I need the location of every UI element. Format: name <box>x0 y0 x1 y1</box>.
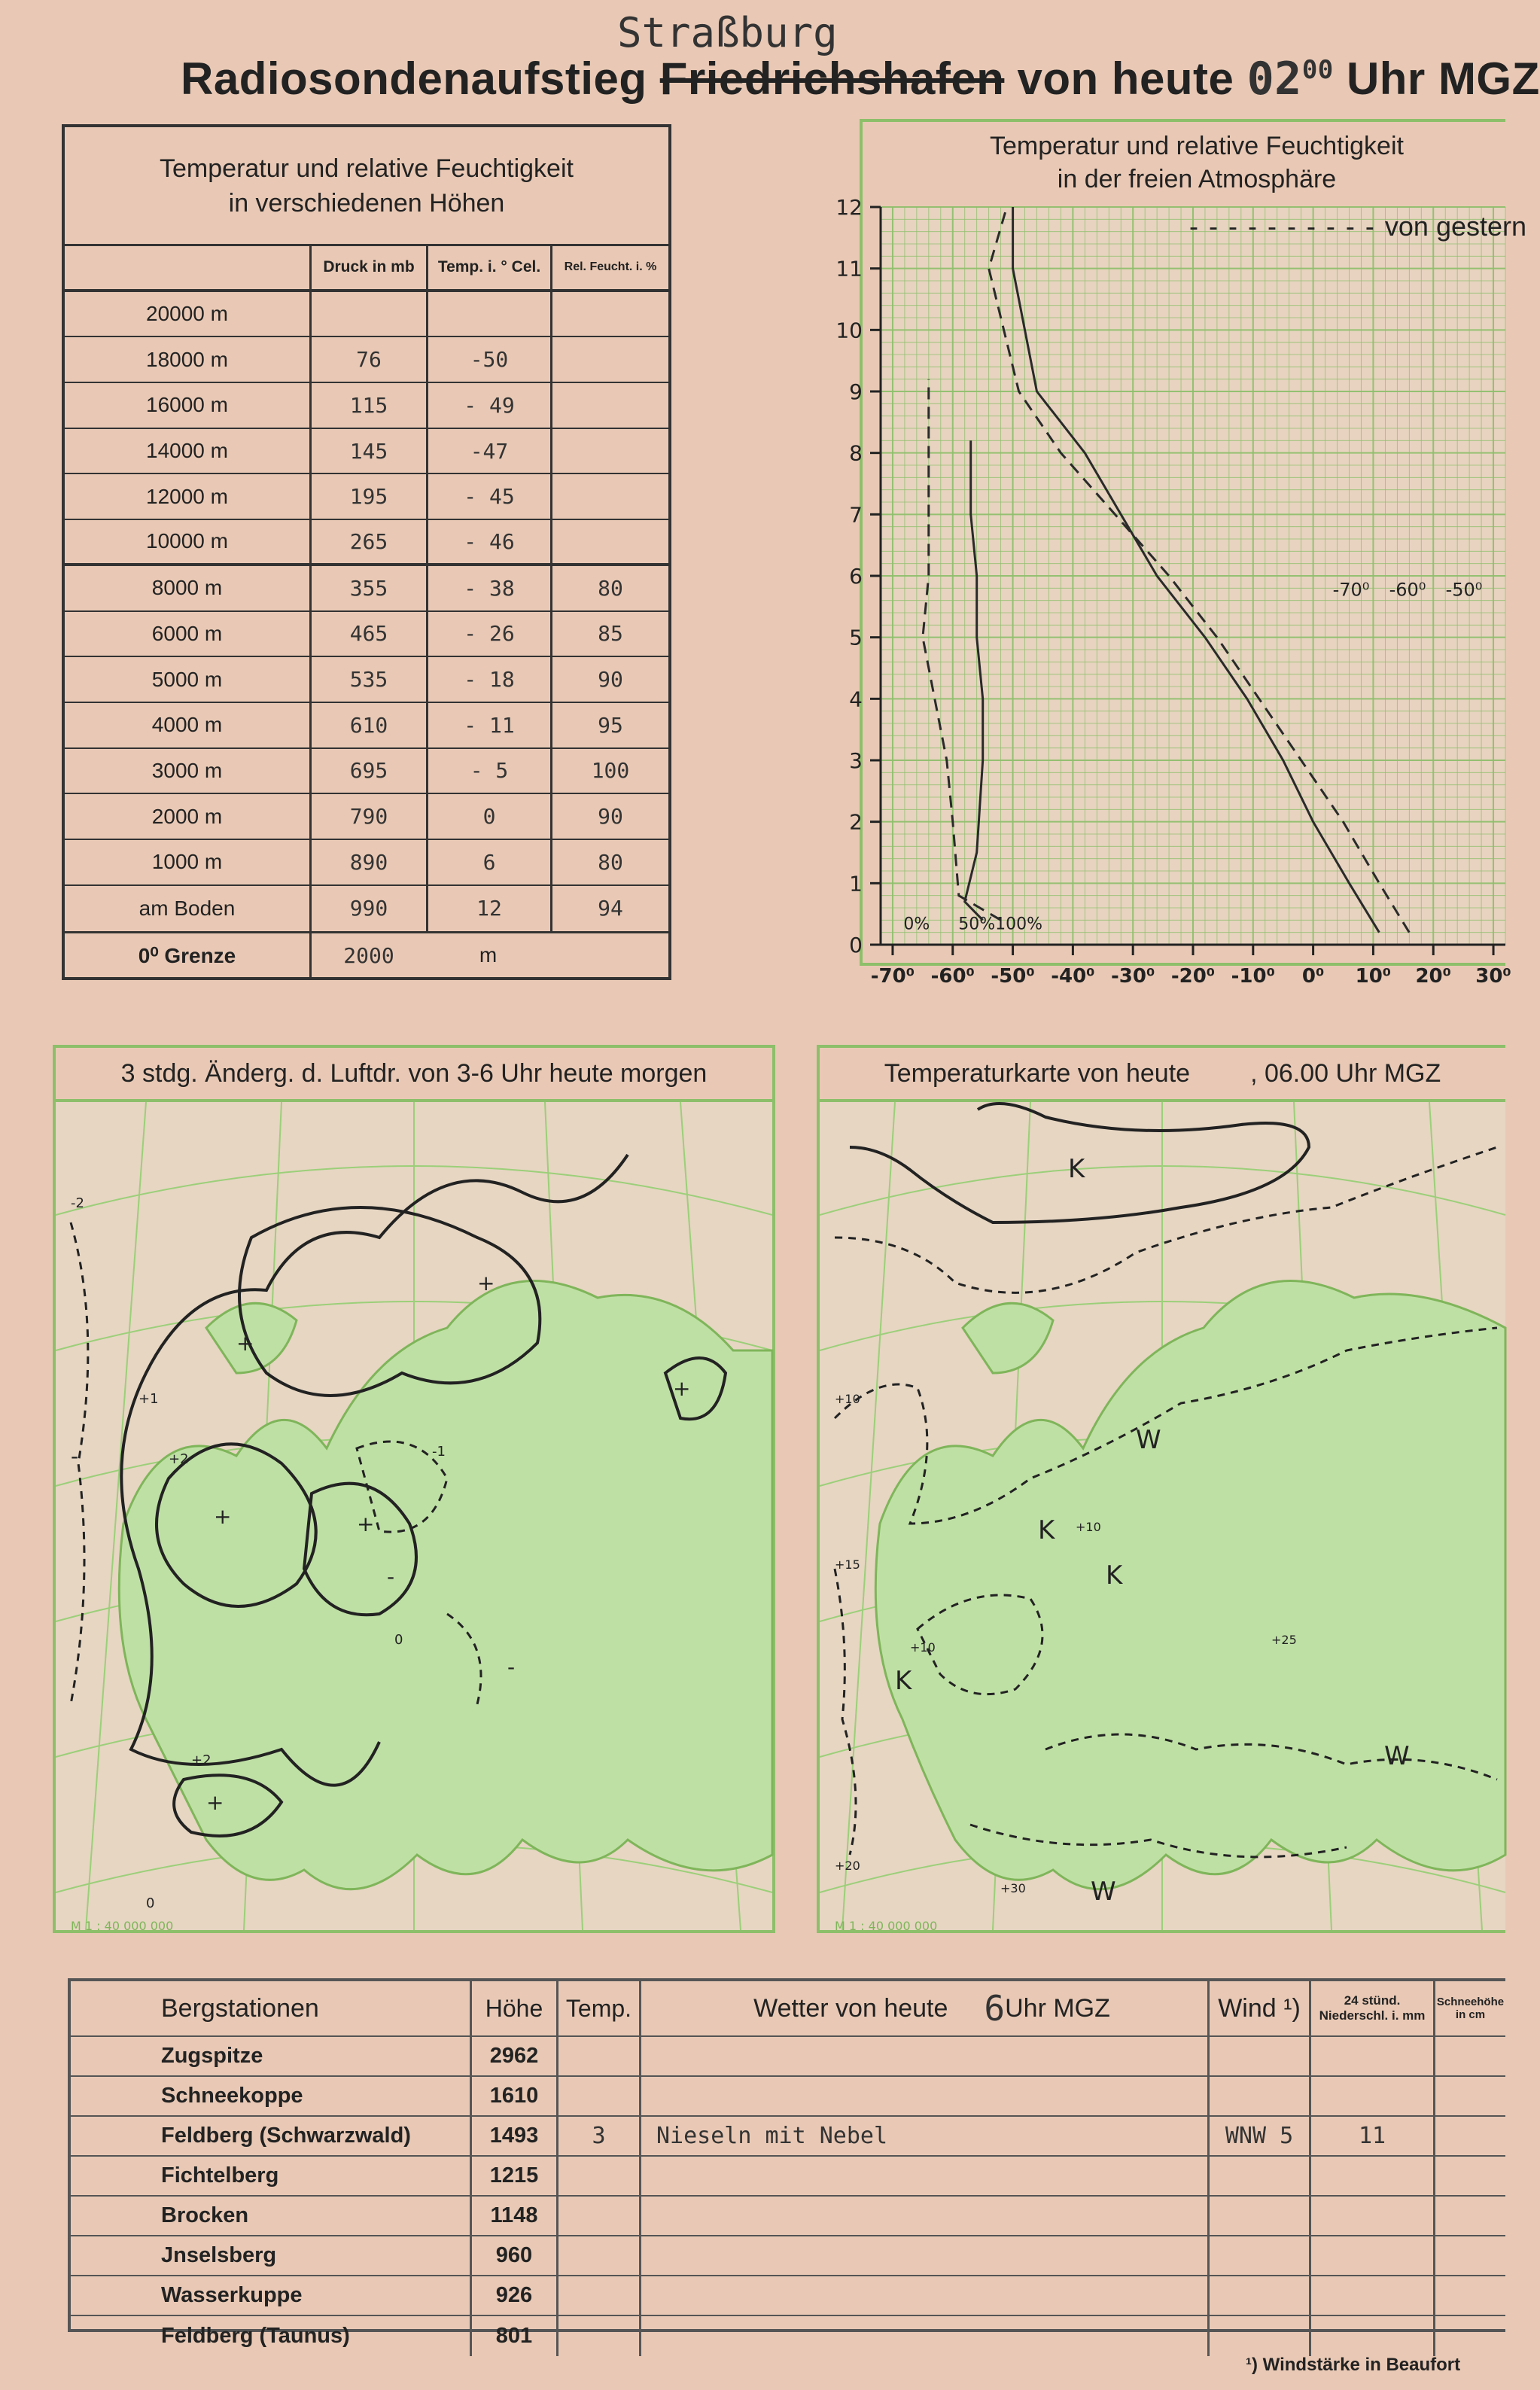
mountain-station-row <box>71 2316 1505 2356</box>
temp-cell <box>556 2316 639 2356</box>
precip-cell: 11 <box>1309 2117 1433 2155</box>
snow-cell <box>1433 2276 1505 2315</box>
station-name-cell: Fichtelberg <box>161 2163 279 2188</box>
map2-label: +15 <box>835 1557 860 1572</box>
temperature-map <box>817 1045 1505 1933</box>
level-cell: am Boden <box>138 896 236 920</box>
height-cell: 1148 <box>470 2197 556 2235</box>
level-cell: 16000 m <box>146 393 228 417</box>
weather-cell <box>639 2037 1207 2075</box>
chart-humidity-label: 0% <box>903 915 930 934</box>
snow-column-header: Schneehöhe in cm <box>1433 1981 1505 2035</box>
weather-cell: Nieseln mit Nebel <box>639 2117 1207 2155</box>
temp-cell <box>556 2276 639 2315</box>
chart-y-tick-label: 12 <box>835 195 863 220</box>
level-cell: 12000 m <box>146 484 228 508</box>
chart-x-tick-label: -60⁰ <box>930 965 975 988</box>
chart-title-line2: in der freien Atmosphäre <box>1057 165 1337 193</box>
station-name-cell: Jnselsberg <box>161 2243 277 2267</box>
map1-label: +2 <box>191 1752 212 1768</box>
precip-cell <box>1309 2236 1433 2275</box>
temp-cell: - 18 <box>426 657 550 702</box>
temp-cell: -47 <box>426 429 550 473</box>
pressure-cell: 115 <box>309 383 426 428</box>
temp-cell: 6 <box>426 840 550 884</box>
map2-label: +10 <box>835 1392 860 1406</box>
weather-header-hour: 6 <box>984 1988 1006 2029</box>
level-cell: 20000 m <box>146 302 228 326</box>
pressure-cell: 990 <box>309 886 426 932</box>
chart-x-tick-label: -50⁰ <box>991 965 1035 988</box>
mountain-station-row <box>71 2157 1505 2197</box>
temp-cell: 3 <box>556 2117 639 2155</box>
level-cell: 18000 m <box>146 347 228 371</box>
humidity-cell: 90 <box>550 657 668 702</box>
mountain-station-row <box>71 2077 1505 2117</box>
map2-label: W <box>1384 1741 1410 1771</box>
title-suffix-1: von heute <box>1017 53 1234 104</box>
precip-cell <box>1309 2197 1433 2235</box>
height-cell: 1493 <box>470 2117 556 2155</box>
humidity-cell: 100 <box>550 749 668 793</box>
temp-cell: - 49 <box>426 383 550 428</box>
pressure-cell: 790 <box>309 794 426 839</box>
chart-x-tick-label: -30⁰ <box>1111 965 1155 988</box>
map1-label: - <box>507 1655 516 1679</box>
mountain-table-header <box>71 1981 1505 2037</box>
map2-label: +10 <box>1076 1520 1101 1534</box>
station-name-cell: Brocken <box>161 2203 249 2227</box>
temp-cell <box>556 2037 639 2075</box>
chart-y-tick-label: 6 <box>849 564 863 589</box>
temp-cell: - 38 <box>426 566 550 610</box>
pressure-cell: 145 <box>309 429 426 473</box>
map1-label: +1 <box>138 1391 159 1407</box>
precip-cell <box>1309 2037 1433 2075</box>
atmosphere-chart <box>0 0 1511 1009</box>
title-time-minutes: 00 <box>1301 55 1334 85</box>
station-handwritten: Straßburg <box>617 9 838 56</box>
mountain-station-row <box>71 2276 1505 2316</box>
map1-label: + <box>206 1790 224 1815</box>
height-cell: 926 <box>470 2276 556 2315</box>
chart-x-tick-label: 0⁰ <box>1301 965 1325 988</box>
wind-cell <box>1207 2316 1309 2356</box>
map2-label: K <box>1038 1515 1055 1545</box>
pressure-cell: 610 <box>309 703 426 747</box>
title-time-hour: 02 <box>1246 53 1302 105</box>
height-cell: 2962 <box>470 2037 556 2075</box>
temp-column-header: Temp. i. ° Cel. <box>426 246 550 289</box>
mountain-stations-table <box>68 1978 1505 2348</box>
pressure-map-title: 3 stdg. Änderg. d. Luftdr. von 3-6 Uhr heute morgen <box>56 1048 772 1102</box>
level-cell: 6000 m <box>151 621 223 645</box>
weather-cell <box>639 2276 1207 2315</box>
legend-dashed-label: von gestern <box>1384 211 1527 242</box>
weather-cell <box>639 2197 1207 2235</box>
pressure-cell: 355 <box>309 566 426 610</box>
temp-cell: 12 <box>426 886 550 932</box>
level-cell: 5000 m <box>151 667 223 691</box>
temp-column-header: Temp. <box>556 1981 639 2035</box>
snow-cell <box>1433 2117 1505 2155</box>
chart-x-tick-label: -70⁰ <box>870 965 915 988</box>
wind-cell <box>1207 2197 1309 2235</box>
humidity-cell: 80 <box>550 566 668 610</box>
pressure-cell: 695 <box>309 749 426 793</box>
mountain-station-row <box>71 2117 1505 2157</box>
wind-cell <box>1207 2157 1309 2195</box>
chart-y-tick-label: 3 <box>849 748 863 773</box>
precip-cell <box>1309 2077 1433 2115</box>
temp-cell <box>556 2157 639 2195</box>
zero-degree-label: 0⁰ Grenze <box>138 943 236 967</box>
map1-label: 0 <box>394 1632 403 1648</box>
level-cell: 3000 m <box>151 758 223 782</box>
humidity-column-header: Rel. Feucht. i. % <box>550 246 668 289</box>
map1-label: + <box>673 1376 691 1401</box>
precip-cell <box>1309 2276 1433 2315</box>
snow-cell <box>1433 2197 1505 2235</box>
temp-cell: - 5 <box>426 749 550 793</box>
wind-footnote: ¹) Windstärke in Beaufort <box>1246 2355 1461 2375</box>
temp-cell: - 26 <box>426 612 550 656</box>
chart-upper-axis-label: -60⁰ <box>1389 579 1426 601</box>
chart-y-tick-label: 2 <box>849 809 863 835</box>
weather-cell <box>639 2157 1207 2195</box>
map1-label: - <box>387 1564 395 1589</box>
title-suffix-2: Uhr MGZ <box>1346 53 1540 104</box>
humidity-cell: 95 <box>550 703 668 747</box>
map1-label: + <box>214 1504 232 1529</box>
chart-upper-axis-label: -70⁰ <box>1332 579 1370 601</box>
wind-cell <box>1207 2276 1309 2315</box>
map2-label: +10 <box>910 1640 936 1655</box>
map2-label: W <box>1091 1877 1116 1907</box>
title-prefix: Radiosondenaufstieg <box>181 53 647 104</box>
chart-upper-axis-label: -50⁰ <box>1445 579 1483 601</box>
chart-y-tick-label: 9 <box>849 379 863 404</box>
weather-cell <box>639 2077 1207 2115</box>
chart-x-tick-label: 10⁰ <box>1355 965 1392 988</box>
chart-y-tick-label: 0 <box>849 933 863 958</box>
temperature-map-title-time: , 06.00 Uhr MGZ <box>1250 1058 1441 1088</box>
station-name-cell: Wasserkuppe <box>161 2283 303 2307</box>
chart-y-tick-label: 8 <box>849 440 863 466</box>
chart-y-tick-label: 4 <box>849 687 863 712</box>
chart-humidity-label: 50% <box>958 915 996 934</box>
mountain-station-row <box>71 2197 1505 2236</box>
chart-legend: - - - - - - - - - - von gestern <box>1189 211 1527 242</box>
map1-label: + <box>236 1331 254 1356</box>
pressure-column-header: Druck in mb <box>309 246 426 289</box>
temp-cell: -50 <box>426 337 550 382</box>
wind-column-header: Wind ¹) <box>1207 1981 1309 2035</box>
temp-cell <box>556 2236 639 2275</box>
snow-cell <box>1433 2236 1505 2275</box>
map1-label: -2 <box>71 1195 84 1211</box>
station-column-header: Bergstationen <box>161 1993 319 2023</box>
zero-degree-value: 2000 <box>309 933 426 977</box>
wind-cell <box>1207 2037 1309 2075</box>
level-cell: 8000 m <box>151 576 223 600</box>
map2-label: +25 <box>1271 1633 1297 1647</box>
pressure-cell: 265 <box>309 520 426 563</box>
height-cell: 960 <box>470 2236 556 2275</box>
map2-label: +30 <box>1000 1881 1026 1895</box>
precip-cell <box>1309 2157 1433 2195</box>
map1-scale: M 1 : 40 000 000 <box>71 1919 174 1933</box>
chart-y-tick-label: 5 <box>849 625 863 650</box>
weather-header-suffix: Uhr MGZ <box>1005 1993 1110 2023</box>
precip-cell <box>1309 2316 1433 2356</box>
radiosonde-title-line1: Temperatur und relative Feuchtigkeit <box>160 154 574 183</box>
chart-x-tick-label: 20⁰ <box>1415 965 1452 988</box>
snow-cell <box>1433 2157 1505 2195</box>
level-cell: 2000 m <box>151 804 223 828</box>
map2-label: W <box>1136 1425 1161 1455</box>
pressure-map-drawing <box>56 1102 772 1933</box>
mountain-station-row <box>71 2037 1505 2077</box>
weather-column-header <box>639 1981 1207 2035</box>
humidity-cell: 90 <box>550 794 668 839</box>
level-cell: 4000 m <box>151 713 223 737</box>
temp-cell: - 46 <box>426 520 550 563</box>
height-column-header: Höhe <box>470 1981 556 2035</box>
snow-cell <box>1433 2077 1505 2115</box>
map1-label: -1 <box>432 1444 446 1460</box>
level-cell: 10000 m <box>146 529 228 553</box>
snow-cell <box>1433 2316 1505 2356</box>
map2-land <box>875 1281 1505 1889</box>
map1-label: +2 <box>169 1451 189 1467</box>
map2-label: K <box>1068 1154 1085 1184</box>
chart-x-tick-label: -20⁰ <box>1170 965 1216 988</box>
weather-cell <box>639 2316 1207 2356</box>
temp-cell: 0 <box>426 794 550 839</box>
temp-cell: - 11 <box>426 703 550 747</box>
chart-x-tick-label: -40⁰ <box>1051 965 1095 988</box>
map2-label: K <box>895 1666 912 1696</box>
snow-cell <box>1433 2037 1505 2075</box>
pressure-cell: 465 <box>309 612 426 656</box>
station-name-cell: Schneekoppe <box>161 2084 303 2108</box>
pressure-cell: 890 <box>309 840 426 884</box>
map2-label: +20 <box>835 1859 860 1873</box>
chart-y-tick-label: 10 <box>835 318 863 343</box>
level-cell: 1000 m <box>151 850 223 874</box>
weather-cell <box>639 2236 1207 2275</box>
pressure-cell: 195 <box>309 474 426 519</box>
height-cell: 1610 <box>470 2077 556 2115</box>
chart-x-tick-label: 30⁰ <box>1475 965 1511 988</box>
humidity-cell: 80 <box>550 840 668 884</box>
map1-label: + <box>357 1512 375 1536</box>
chart-title-line1: Temperatur und relative Feuchtigkeit <box>990 132 1404 160</box>
height-cell: 1215 <box>470 2157 556 2195</box>
chart-humidity-label: 100% <box>995 915 1043 934</box>
station-name-cell: Zugspitze <box>161 2044 263 2068</box>
level-cell: 14000 m <box>146 439 228 463</box>
pressure-change-map <box>53 1045 775 1933</box>
temperature-map-title-text: Temperaturkarte von heute <box>884 1058 1191 1088</box>
height-cell: 801 <box>470 2316 556 2356</box>
map2-label: K <box>1106 1560 1123 1591</box>
mountain-station-row <box>71 2236 1505 2276</box>
wind-cell <box>1207 2236 1309 2275</box>
pressure-cell: 76 <box>309 337 426 382</box>
pressure-cell: 535 <box>309 657 426 702</box>
humidity-cell: 85 <box>550 612 668 656</box>
station-name-cell: Feldberg (Schwarzwald) <box>161 2124 411 2148</box>
temperature-map-drawing <box>820 1102 1505 1933</box>
weather-header-prefix: Wetter von heute <box>753 1993 948 2023</box>
map1-label: + <box>477 1271 495 1295</box>
chart-y-tick-label: 11 <box>835 256 863 282</box>
temp-cell <box>556 2077 639 2115</box>
radiosonde-title-line2: in verschiedenen Höhen <box>228 188 505 218</box>
map2-scale: M 1 : 40 000 000 <box>835 1919 938 1933</box>
chart-y-tick-label: 1 <box>849 871 863 897</box>
chart-y-tick-label: 7 <box>849 502 863 528</box>
humidity-cell: 94 <box>550 886 668 932</box>
zero-degree-unit: m <box>479 943 498 967</box>
wind-cell: WNW 5 <box>1207 2117 1309 2155</box>
temp-cell: - 45 <box>426 474 550 519</box>
temperature-map-title <box>820 1048 1505 1102</box>
temp-cell <box>556 2197 639 2235</box>
wind-cell <box>1207 2077 1309 2115</box>
map1-label: - <box>71 1444 79 1469</box>
map1-label: 0 <box>146 1895 155 1911</box>
title-struck-station: Friedrichshafen <box>659 53 1005 104</box>
mountain-rows <box>71 2037 1505 2356</box>
chart-x-tick-label: -10⁰ <box>1231 965 1275 988</box>
precip-column-header: 24 stünd. Niederschl. i. mm <box>1309 1981 1433 2035</box>
station-name-cell: Feldberg (Taunus) <box>161 2324 350 2348</box>
